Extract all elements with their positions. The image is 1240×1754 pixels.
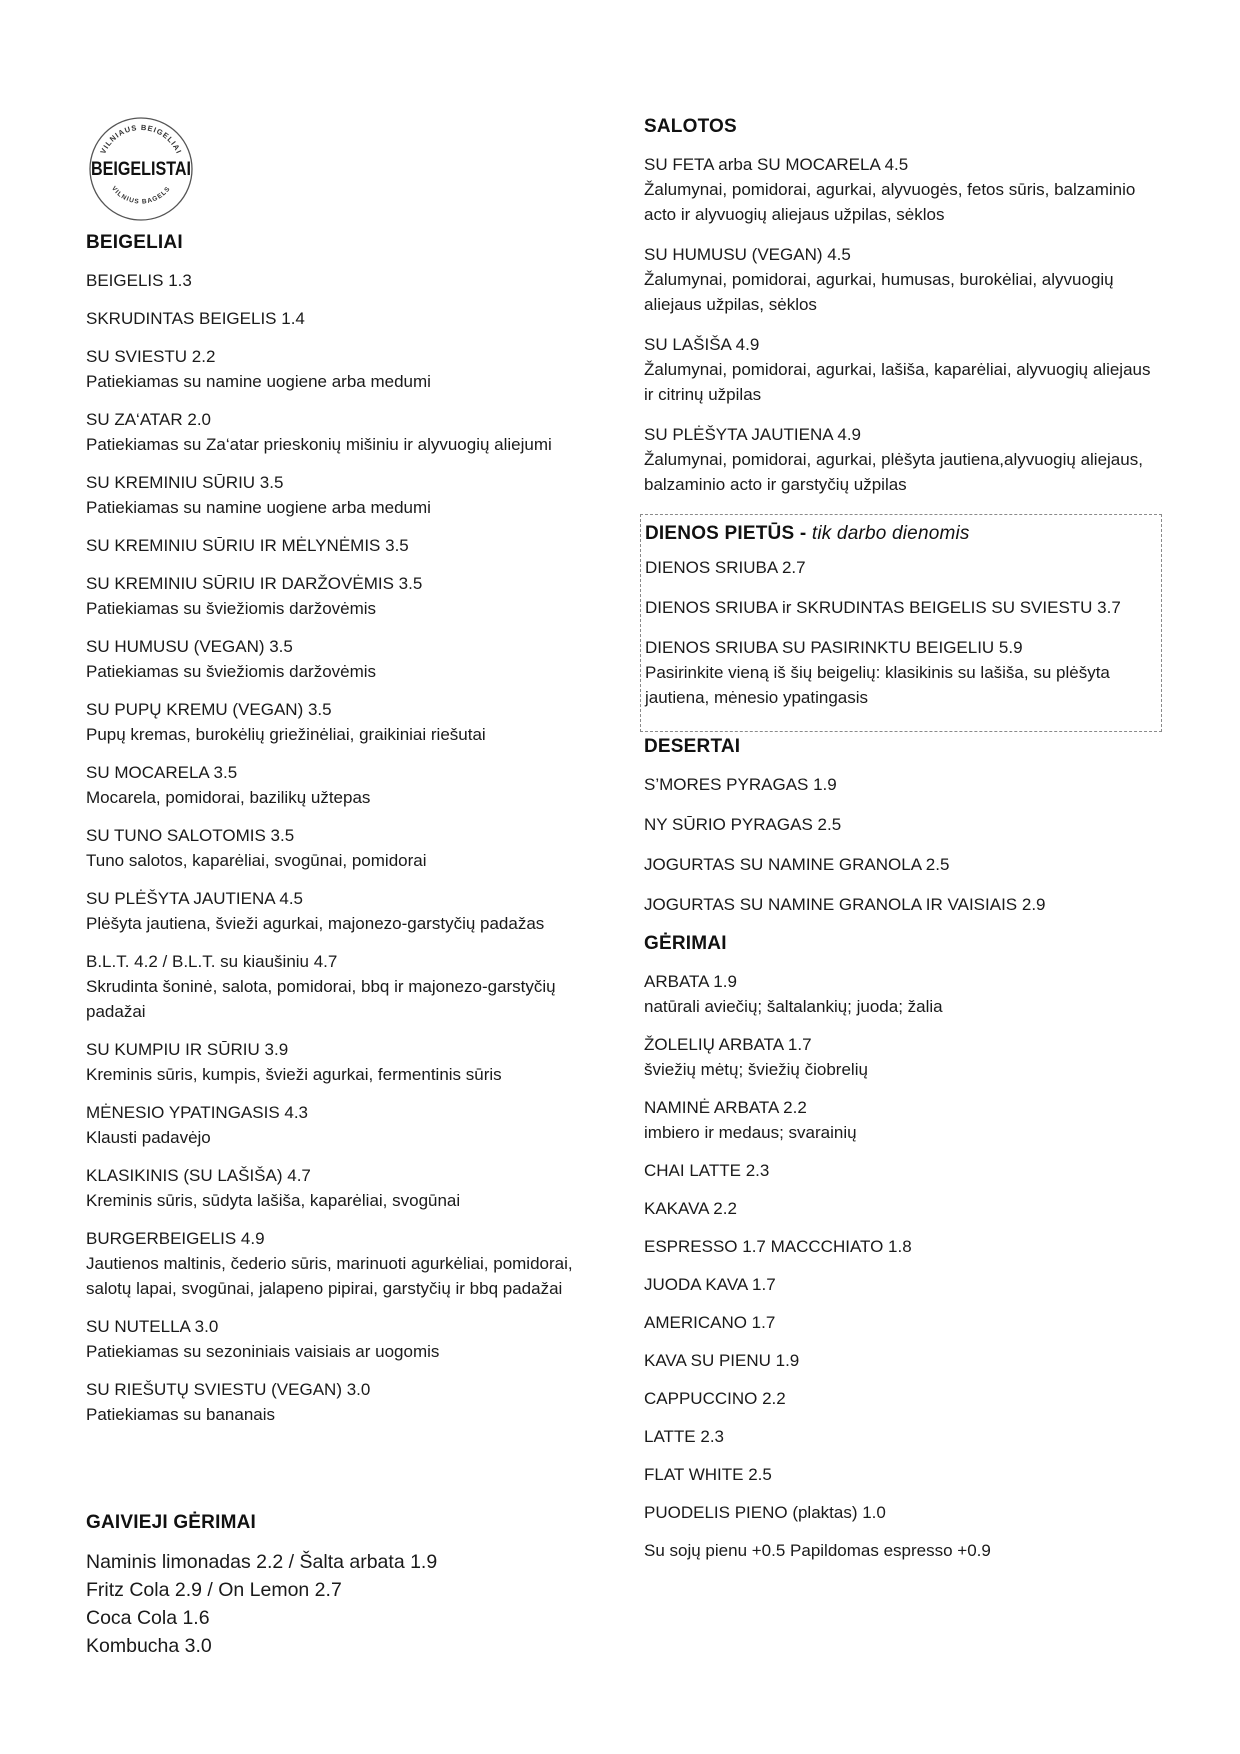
menu-item-name: BEIGELIS 1.3 (86, 271, 192, 290)
menu-item-name: SU MOCARELA 3.5 (86, 763, 238, 782)
svg-text:VILNIUS BAGELS (110, 185, 172, 206)
menu-item (644, 892, 1164, 917)
menu-item-name: JOGURTAS SU NAMINE GRANOLA 2.5 (644, 855, 950, 874)
menu-item-description: Žalumynai, pomidorai, agurkai, humusas, burokėliai, alyvuogių aliejaus užpilas, sėklos (644, 270, 1114, 314)
menu-item-description: Tuno salotos, kaparėliai, svogūnai, pomidorai (86, 851, 427, 870)
desertai-section (644, 736, 1164, 932)
menu-item (86, 533, 606, 558)
menu-item-name: SU LAŠIŠA 4.9 (644, 335, 760, 354)
menu-item (86, 470, 606, 520)
menu-item-name: BURGERBEIGELIS 4.9 (86, 1229, 265, 1248)
menu-item-name: KLASIKINIS (SU LAŠIŠA) 4.7 (86, 1166, 311, 1185)
menu-item-name: ŽOLELIŲ ARBATA 1.7 (644, 1035, 812, 1054)
gerimai-section (644, 933, 1164, 1563)
menu-item-name: CAPPUCCINO 2.2 (644, 1389, 786, 1408)
menu-item-name: SU HUMUSU (VEGAN) 4.5 (644, 245, 851, 264)
menu-item-name: SU KREMINIU SŪRIU IR MĖLYNĖMIS 3.5 (86, 536, 409, 555)
menu-item (86, 306, 606, 331)
section-title-gaivieji: GAIVIEJI GĖRIMAI (86, 1512, 257, 1533)
menu-item (644, 852, 1164, 877)
salotos-items (644, 152, 1164, 497)
section-title-gerimai: GĖRIMAI (644, 933, 727, 954)
menu-item-name: ESPRESSO 1.7 MACCCHIATO 1.8 (644, 1237, 912, 1256)
menu-item (644, 1234, 1164, 1259)
logo-bottom-text: VILNIUS BAGELS (109, 185, 173, 206)
menu-item-description: Patiekiamas su sezoniniais vaisiais ar uogomis (86, 1342, 440, 1361)
menu-item-name: MĖNESIO YPATINGASIS 4.3 (86, 1103, 309, 1122)
menu-item (86, 760, 606, 810)
menu-item-name: JUODA KAVA 1.7 (644, 1275, 776, 1294)
menu-item-name: CHAI LATTE 2.3 (644, 1161, 770, 1180)
menu-item (86, 1163, 606, 1213)
menu-item-name: SKRUDINTAS BEIGELIS 1.4 (86, 309, 305, 328)
menu-item-description: Skrudinta šoninė, salota, pomidorai, bbq ir majonezo-garstyčių padažai (86, 977, 556, 1021)
menu-item-name: SU TUNO SALOTOMIS 3.5 (86, 826, 295, 845)
menu-item (645, 635, 1157, 710)
menu-item (86, 1100, 606, 1150)
menu-item-name: JOGURTAS SU NAMINE GRANOLA IR VAISIAIS 2.9 (644, 895, 1046, 914)
menu-item-description: Plėšyta jautiena, švieži agurkai, majonezo-garstyčių padažas (86, 914, 545, 933)
section-title-salotos: SALOTOS (644, 116, 737, 137)
menu-item (644, 332, 1164, 407)
menu-item (644, 1196, 1164, 1221)
menu-item-description: Patiekiamas su šviežiomis daržovėmis (86, 599, 377, 618)
menu-item (644, 1158, 1164, 1183)
menu-item-name: SU KUMPIU IR SŪRIU 3.9 (86, 1040, 289, 1059)
menu-item-description: šviežių mėtų; šviežių čiobrelių (644, 1060, 868, 1079)
menu-item-name: PUODELIS PIENO (plaktas) 1.0 (644, 1503, 886, 1522)
menu-item-name: S’MORES PYRAGAS 1.9 (644, 775, 837, 794)
section-title-desertai: DESERTAI (644, 736, 741, 757)
menu-item (644, 152, 1164, 227)
menu-item-description: Pupų kremas, burokėlių griežinėliai, graikiniai riešutai (86, 725, 486, 744)
menu-item-name: ARBATA 1.9 (644, 972, 737, 991)
menu-item (86, 407, 606, 457)
menu-item-name: SU ZA‘ATAR 2.0 (86, 410, 212, 429)
menu-item (86, 571, 606, 621)
menu-item (86, 1314, 606, 1364)
logo-top-text: VILNIAUS BEIGELIAI (98, 122, 184, 156)
menu-item-description: natūrali aviečių; šaltalankių; juoda; žalia (644, 997, 943, 1016)
drink-line: Coca Cola 1.6 (86, 1607, 210, 1629)
menu-item (644, 1386, 1164, 1411)
menu-item-description: Žalumynai, pomidorai, agurkai, plėšyta jautiena,alyvuogių aliejaus, balzaminio acto ir garstyčių užpilas (644, 450, 1143, 494)
dienos-subtitle: tik darbo dienomis (811, 523, 970, 544)
gerimai-note: Su sojų pienu +0.5 Papildomas espresso +0.9 (644, 1541, 991, 1560)
menu-item-name: AMERICANO 1.7 (644, 1313, 776, 1332)
menu-item-name: DIENOS SRIUBA ir SKRUDINTAS BEIGELIS SU SVIESTU 3.7 (645, 598, 1121, 617)
menu-item (644, 969, 1164, 1019)
menu-item-name: DIENOS SRIUBA 2.7 (645, 558, 806, 577)
menu-item-name: NY SŪRIO PYRAGAS 2.5 (644, 815, 842, 834)
menu-item (644, 1424, 1164, 1449)
section-title-beigeliai: BEIGELIAI (86, 232, 183, 253)
menu-item-name: KAVA SU PIENU 1.9 (644, 1351, 800, 1370)
menu-item-name: SU KREMINIU SŪRIU 3.5 (86, 473, 284, 492)
menu-item (86, 1377, 606, 1427)
menu-item-name: LATTE 2.3 (644, 1427, 724, 1446)
desertai-items (644, 772, 1164, 917)
menu-item-description: Patiekiamas su Za‘atar prieskonių mišiniu ir alyvuogių aliejumi (86, 435, 552, 454)
menu-item-description: Klausti padavėjo (86, 1128, 211, 1147)
menu-item-description: Patiekiamas su bananais (86, 1405, 276, 1424)
menu-item-name: SU RIEŠUTŲ SVIESTU (VEGAN) 3.0 (86, 1380, 371, 1399)
menu-item (644, 1032, 1164, 1082)
dienos-title: DIENOS PIETŪS - (645, 523, 812, 544)
menu-item (644, 1310, 1164, 1335)
menu-item-description: imbiero ir medaus; svarainių (644, 1123, 857, 1142)
menu-item-description: Mocarela, pomidorai, bazilikų užtepas (86, 788, 371, 807)
menu-item-name: SU KREMINIU SŪRIU IR DARŽOVĖMIS 3.5 (86, 574, 423, 593)
logo-brand: BEIGELISTAI (91, 159, 191, 180)
menu-item (86, 697, 606, 747)
menu-item-description: Kreminis sūris, sūdyta lašiša, kaparėliai, svogūnai (86, 1191, 461, 1210)
menu-item-description: Patiekiamas su namine uogiene arba medumi (86, 498, 431, 517)
beigeliai-items (86, 268, 606, 1427)
dienos-items (645, 555, 1157, 710)
menu-item-description: Žalumynai, pomidorai, agurkai, alyvuogės, fetos sūris, balzaminio acto ir alyvuogių aliejaus užpilas, sėklos (644, 180, 1136, 224)
menu-item (86, 634, 606, 684)
menu-item (644, 1348, 1164, 1373)
menu-item-name: SU FETA arba SU MOCARELA 4.5 (644, 155, 909, 174)
menu-item-name: KAKAVA 2.2 (644, 1199, 737, 1218)
menu-item-name: SU PLĖŠYTA JAUTIENA 4.9 (644, 425, 861, 444)
menu-item (86, 886, 606, 936)
drink-line: Kombucha 3.0 (86, 1635, 212, 1657)
drink-line: Naminis limonadas 2.2 / Šalta arbata 1.9 (86, 1551, 438, 1573)
menu-item-name: NAMINĖ ARBATA 2.2 (644, 1098, 807, 1117)
menu-item (644, 1500, 1164, 1525)
menu-item-name: DIENOS SRIUBA SU PASIRINKTU BEIGELIU 5.9 (645, 638, 1023, 657)
gerimai-items (644, 969, 1164, 1525)
menu-item-name: SU PUPŲ KREMU (VEGAN) 3.5 (86, 700, 332, 719)
section-title-dienos (645, 523, 1157, 545)
menu-item (644, 1462, 1164, 1487)
menu-item (644, 772, 1164, 797)
menu-item-description: Kreminis sūris, kumpis, švieži agurkai, fermentinis sūris (86, 1065, 502, 1084)
menu-item-name: SU SVIESTU 2.2 (86, 347, 216, 366)
menu-item (86, 344, 606, 394)
salotos-section (644, 116, 1164, 512)
menu-item (86, 1226, 606, 1301)
menu-item (86, 1037, 606, 1087)
menu-item-name: SU HUMUSU (VEGAN) 3.5 (86, 637, 293, 656)
gaivieji-lines (86, 1548, 606, 1660)
menu-item (645, 595, 1157, 620)
menu-item-description: Pasirinkite vieną iš šių beigelių: klasikinis su lašiša, su plėšyta jautiena, mėnesio ypatingasis (645, 663, 1110, 707)
menu-item-name: FLAT WHITE 2.5 (644, 1465, 772, 1484)
menu-item-name: SU PLĖŠYTA JAUTIENA 4.5 (86, 889, 303, 908)
dienos-pietus-box (640, 514, 1162, 732)
menu-item (86, 823, 606, 873)
menu-item-description: Patiekiamas su šviežiomis daržovėmis (86, 662, 377, 681)
menu-item-description: Jautienos maltinis, čederio sūris, marinuoti agurkėliai, pomidorai, salotų lapai, svogūnai, jalapeno pipirai, garstyčių ir bbq padažai (86, 1254, 573, 1298)
brand-logo (86, 114, 196, 224)
menu-item-name: B.L.T. 4.2 / B.L.T. su kiaušiniu 4.7 (86, 952, 338, 971)
gaivieji-section (86, 1512, 606, 1660)
menu-item (644, 422, 1164, 497)
beigeliai-section (86, 232, 606, 1440)
menu-item (86, 949, 606, 1024)
menu-item-description: Patiekiamas su namine uogiene arba medumi (86, 372, 431, 391)
menu-item (644, 1272, 1164, 1297)
menu-item-description: Žalumynai, pomidorai, agurkai, lašiša, kaparėliai, alyvuogių aliejaus ir citrinų užpilas (644, 360, 1151, 404)
menu-item-name: SU NUTELLA 3.0 (86, 1317, 219, 1336)
menu-item (645, 555, 1157, 580)
menu-item (86, 268, 606, 293)
drink-line: Fritz Cola 2.9 / On Lemon 2.7 (86, 1579, 342, 1601)
menu-item (644, 812, 1164, 837)
menu-item (644, 242, 1164, 317)
menu-item (644, 1095, 1164, 1145)
